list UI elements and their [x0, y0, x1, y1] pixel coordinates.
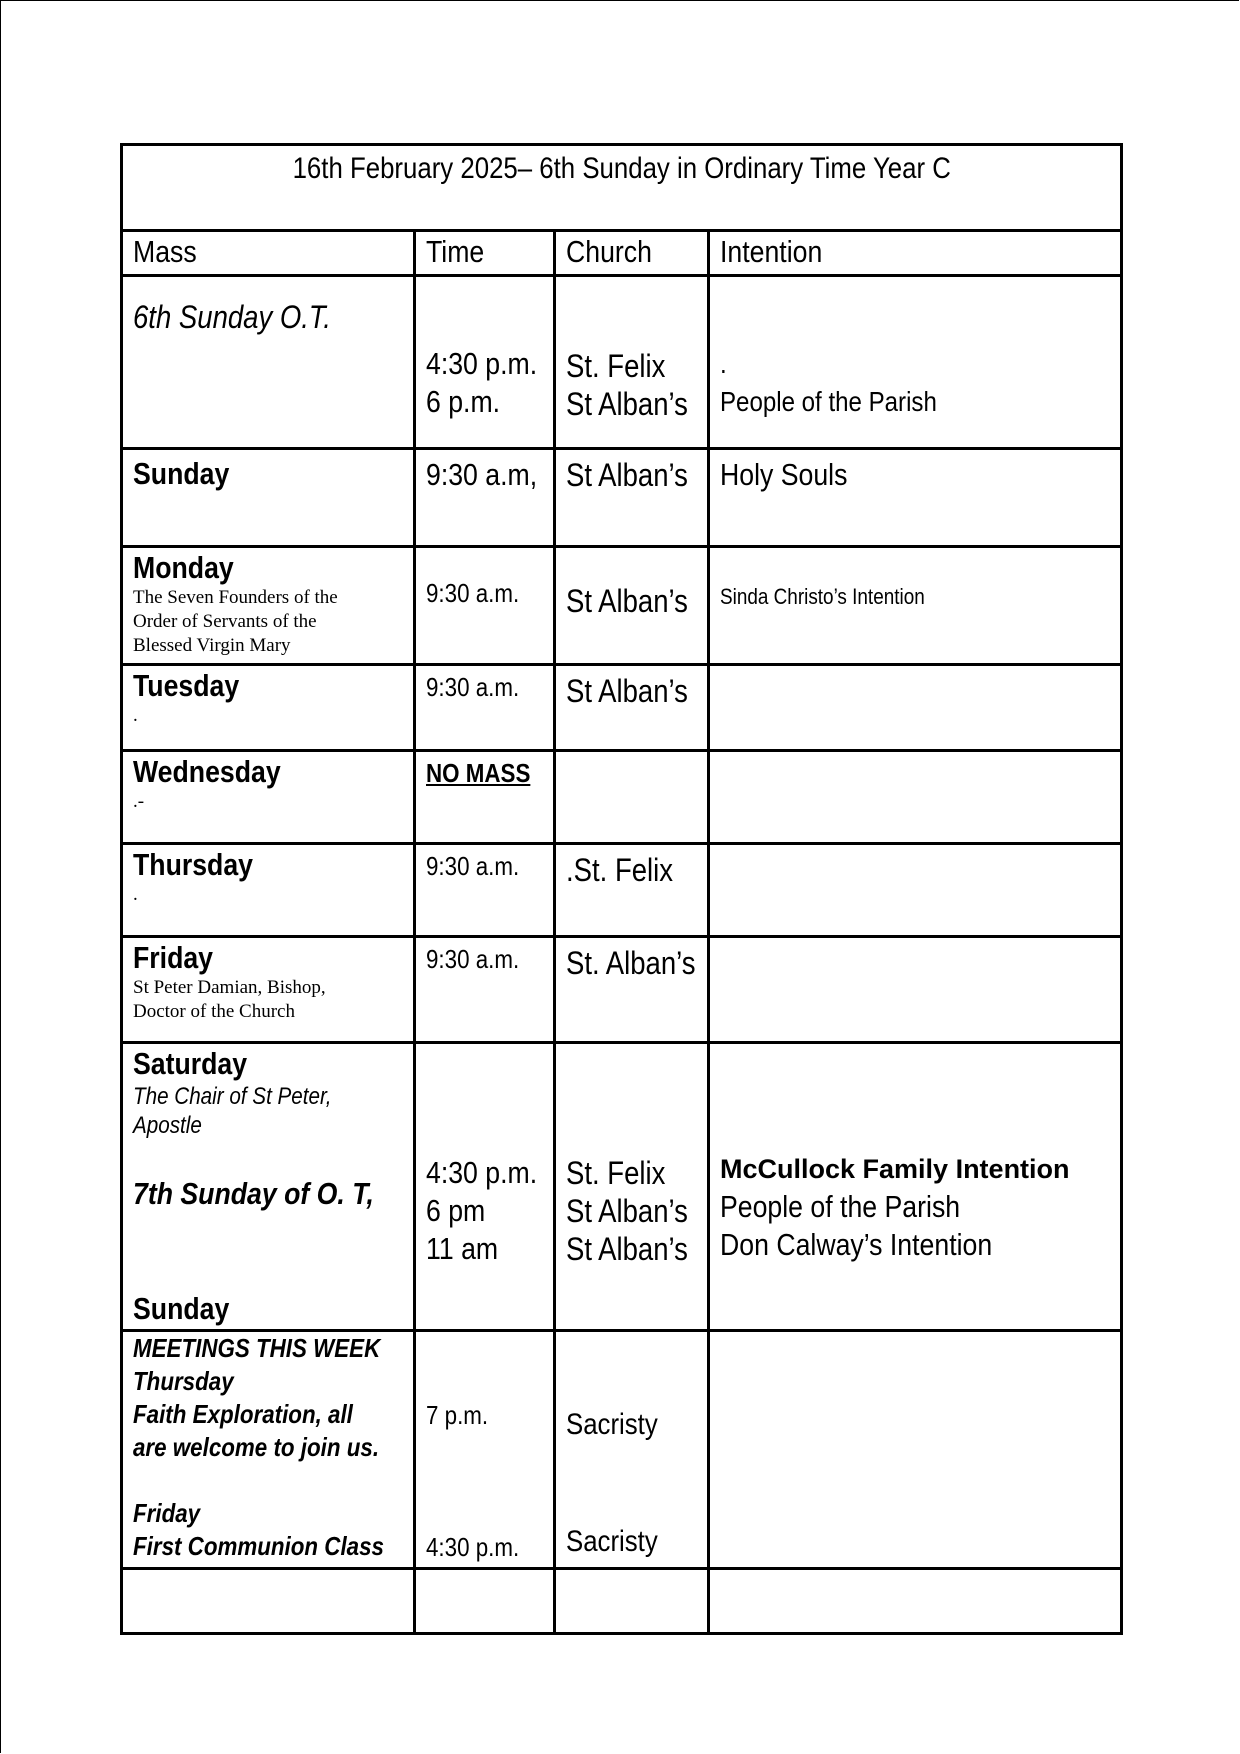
friday-mass-cell — [122, 937, 415, 1043]
wednesday-day: Wednesday — [133, 754, 281, 789]
saturday-time-1: 4:30 p.m. — [426, 1155, 538, 1190]
vigil-intention-dot: . — [720, 348, 727, 379]
meetings-thursday-text-2: are welcome to join us. — [133, 1432, 380, 1462]
tuesday-church: St Alban’s — [566, 673, 688, 709]
saturday-feast-2: Apostle — [133, 1112, 202, 1139]
sunday-time: 9:30 a.m, — [426, 457, 538, 492]
row-wednesday — [122, 751, 1122, 844]
row-meetings — [122, 1331, 1122, 1569]
saturday-day: Saturday — [133, 1046, 248, 1081]
empty-cell-2 — [415, 1569, 555, 1634]
friday-feast-2: Doctor of the Church — [133, 1001, 295, 1022]
meetings-place-cell — [555, 1331, 709, 1569]
wednesday-no-mass: NO MASS — [426, 758, 531, 788]
saturday-time-3: 11 am — [426, 1231, 499, 1266]
sunday-church-cell — [555, 449, 709, 547]
saturday-church-1: St. Felix — [566, 1155, 666, 1191]
tuesday-mass-cell — [122, 665, 415, 751]
vigil-mass-cell — [122, 276, 415, 449]
header-intention: Intention — [709, 231, 1122, 276]
vigil-time-1: 4:30 p.m. — [426, 346, 538, 381]
title-cell — [122, 145, 1122, 231]
saturday-intention-3: Don Calway’s Intention — [720, 1227, 993, 1262]
vigil-intention: People of the Parish — [720, 386, 937, 417]
header-mass: Mass — [122, 231, 415, 276]
page-title: 16th February 2025– 6th Sunday in Ordinary Time Year C — [292, 152, 951, 185]
wednesday-intention-cell — [709, 751, 1122, 844]
meetings-friday-text: First Communion Class — [133, 1531, 384, 1561]
row-vigil — [122, 276, 1122, 449]
monday-mass-cell — [122, 547, 415, 665]
meetings-thursday-place: Sacristy — [566, 1408, 658, 1441]
monday-feast-1: The Seven Founders of the — [133, 587, 338, 608]
title-row — [122, 145, 1122, 231]
meetings-cell — [122, 1331, 415, 1569]
friday-church-cell — [555, 937, 709, 1043]
monday-church-cell — [555, 547, 709, 665]
wednesday-church-cell — [555, 751, 709, 844]
row-thursday — [122, 844, 1122, 937]
mass-schedule-table — [120, 143, 1123, 1635]
wednesday-mass-cell — [122, 751, 415, 844]
header-church: Church — [555, 231, 709, 276]
saturday-church-3: St Alban’s — [566, 1231, 688, 1267]
meetings-thursday-label: Thursday — [133, 1366, 234, 1396]
meetings-heading: MEETINGS THIS WEEK — [133, 1333, 381, 1363]
saturday-church-2: St Alban’s — [566, 1193, 688, 1229]
thursday-time: 9:30 a.m. — [426, 851, 520, 881]
thursday-day: Thursday — [133, 847, 253, 882]
friday-time: 9:30 a.m. — [426, 944, 520, 974]
header-time: Time — [415, 231, 555, 276]
vigil-time-cell — [415, 276, 555, 449]
monday-intention: Sinda Christo’s Intention — [720, 584, 925, 609]
monday-intention-cell — [709, 547, 1122, 665]
row-monday — [122, 547, 1122, 665]
wednesday-time-cell — [415, 751, 555, 844]
tuesday-intention-cell — [709, 665, 1122, 751]
thursday-note: . — [133, 884, 138, 905]
friday-intention-cell — [709, 937, 1122, 1043]
tuesday-day: Tuesday — [133, 668, 240, 703]
sunday-intention: Holy Souls — [720, 457, 848, 492]
saturday-mass-name: 7th Sunday of O. T, — [133, 1176, 374, 1211]
sunday-mass-cell — [122, 449, 415, 547]
meetings-thursday-time: 7 p.m. — [426, 1400, 489, 1430]
vigil-church-1: St. Felix — [566, 348, 666, 384]
saturday-time-cell — [415, 1043, 555, 1331]
meetings-friday-time: 4:30 p.m. — [426, 1532, 520, 1562]
empty-cell-1 — [122, 1569, 415, 1634]
saturday-time-2: 6 pm — [426, 1193, 486, 1228]
vigil-time-2: 6 p.m. — [426, 384, 501, 419]
saturday-sunday-label: Sunday — [133, 1291, 230, 1326]
monday-feast-2: Order of Servants of the — [133, 611, 317, 632]
meetings-intention-cell — [709, 1331, 1122, 1569]
monday-day: Monday — [133, 550, 234, 585]
friday-feast-1: St Peter Damian, Bishop, — [133, 977, 326, 998]
tuesday-time: 9:30 a.m. — [426, 672, 520, 702]
sunday-time-cell — [415, 449, 555, 547]
sunday-intention-cell — [709, 449, 1122, 547]
row-friday — [122, 937, 1122, 1043]
thursday-time-cell — [415, 844, 555, 937]
monday-time-cell — [415, 547, 555, 665]
saturday-feast-1: The Chair of St Peter, — [133, 1083, 332, 1110]
saturday-intention-2: People of the Parish — [720, 1189, 961, 1224]
friday-church: St. Alban’s — [566, 945, 696, 981]
thursday-intention-cell — [709, 844, 1122, 937]
friday-day: Friday — [133, 940, 214, 975]
tuesday-note: . — [133, 705, 138, 726]
row-tuesday — [122, 665, 1122, 751]
thursday-church: .St. Felix — [566, 852, 674, 888]
tuesday-church-cell — [555, 665, 709, 751]
meetings-friday-place: Sacristy — [566, 1525, 658, 1558]
tuesday-time-cell — [415, 665, 555, 751]
row-sunday — [122, 449, 1122, 547]
saturday-mass-cell — [122, 1043, 415, 1331]
empty-cell-3 — [555, 1569, 709, 1634]
row-saturday — [122, 1043, 1122, 1331]
monday-feast-3: Blessed Virgin Mary — [133, 635, 291, 656]
vigil-church-2: St Alban’s — [566, 386, 688, 422]
wednesday-note: .- — [133, 791, 145, 812]
empty-cell-4 — [709, 1569, 1122, 1634]
header-row — [122, 231, 1122, 276]
meetings-friday-label: Friday — [133, 1498, 201, 1528]
sunday-church: St Alban’s — [566, 457, 688, 493]
saturday-intention-1: McCullock Family Intention — [720, 1154, 1070, 1184]
vigil-mass-name: 6th Sunday O.T. — [133, 299, 331, 335]
friday-time-cell — [415, 937, 555, 1043]
row-empty — [122, 1569, 1122, 1634]
monday-church: St Alban’s — [566, 583, 688, 619]
meetings-thursday-text-1: Faith Exploration, all — [133, 1399, 353, 1429]
monday-time: 9:30 a.m. — [426, 578, 520, 608]
sunday-day: Sunday — [133, 456, 230, 491]
saturday-intention-cell — [709, 1043, 1122, 1331]
vigil-intention-cell — [709, 276, 1122, 449]
thursday-church-cell — [555, 844, 709, 937]
meetings-time-cell — [415, 1331, 555, 1569]
vigil-church-cell — [555, 276, 709, 449]
saturday-church-cell — [555, 1043, 709, 1331]
thursday-mass-cell — [122, 844, 415, 937]
